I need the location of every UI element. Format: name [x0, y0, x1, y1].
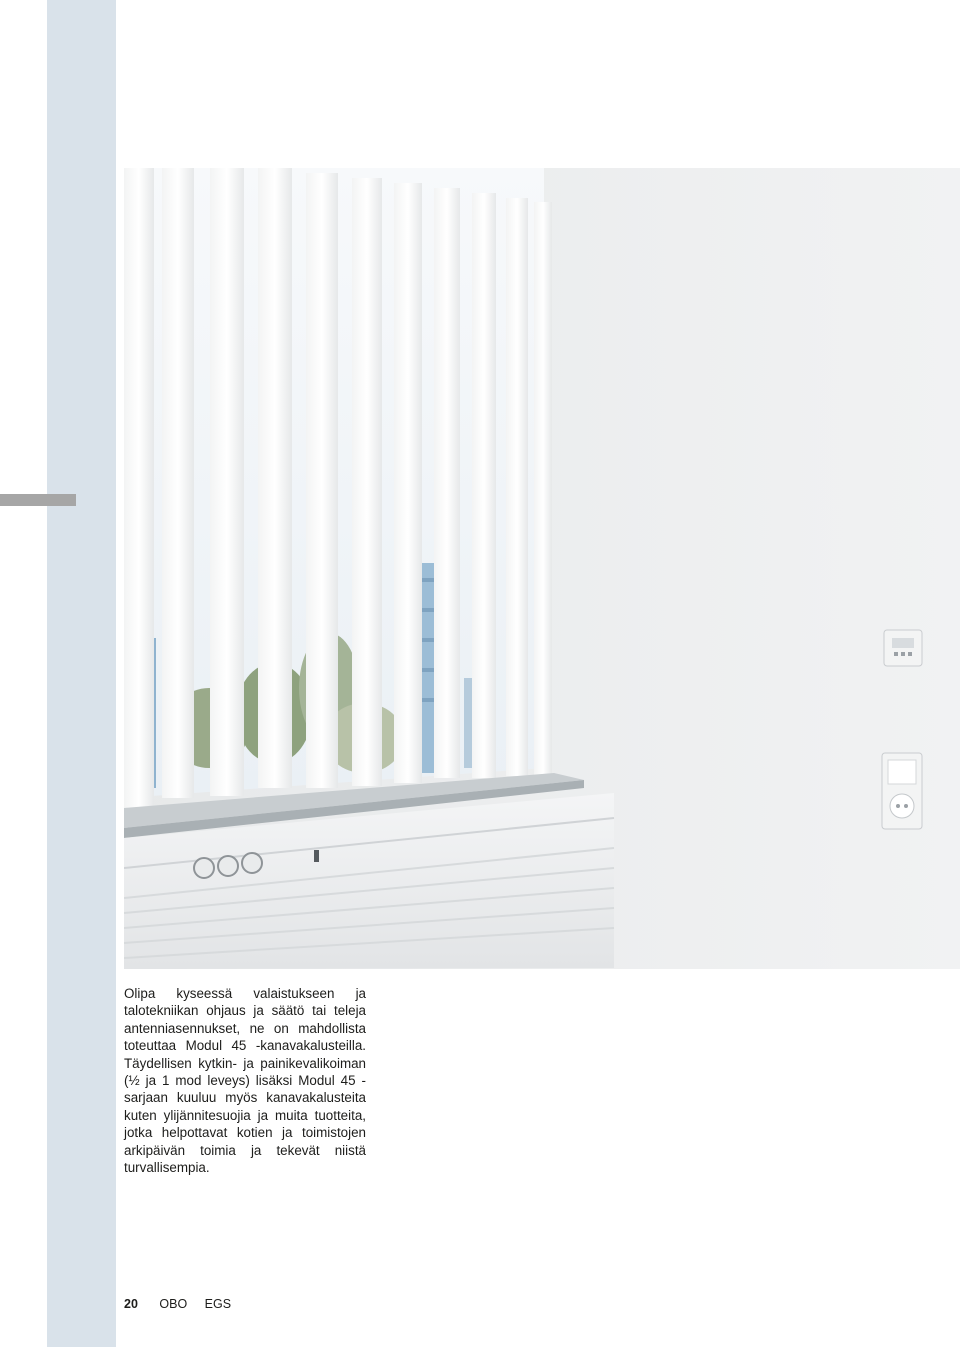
body-paragraph: Olipa kyseessä valaistukseen ja talotekniikan ohjaus ja säätö tai teleja antenniasennukset, ne on mahdollista toteuttaa Modul 45 -kanavakalusteilla. Täydellisen kytkin- ja painikevalikoiman (½ ja 1 mod leveys) lisäksi Modul 45 -sarjaan kuuluu myös kanavakalusteita kuten ylijännitesuojia ja muita tuotteita, jotka helpottavat kotien ja toimistojen arkipäivän toimia ja tekevät niistä turvallisempia. [124, 986, 366, 1176]
interior-photo [124, 168, 960, 969]
footer-brand-egs: EGS [204, 1297, 232, 1311]
footer-brand-obo: OBO [159, 1297, 188, 1311]
side-band [47, 0, 116, 1347]
side-tab-marker [0, 494, 76, 506]
page-number: 20 [124, 1297, 138, 1311]
page-footer [124, 1297, 231, 1311]
